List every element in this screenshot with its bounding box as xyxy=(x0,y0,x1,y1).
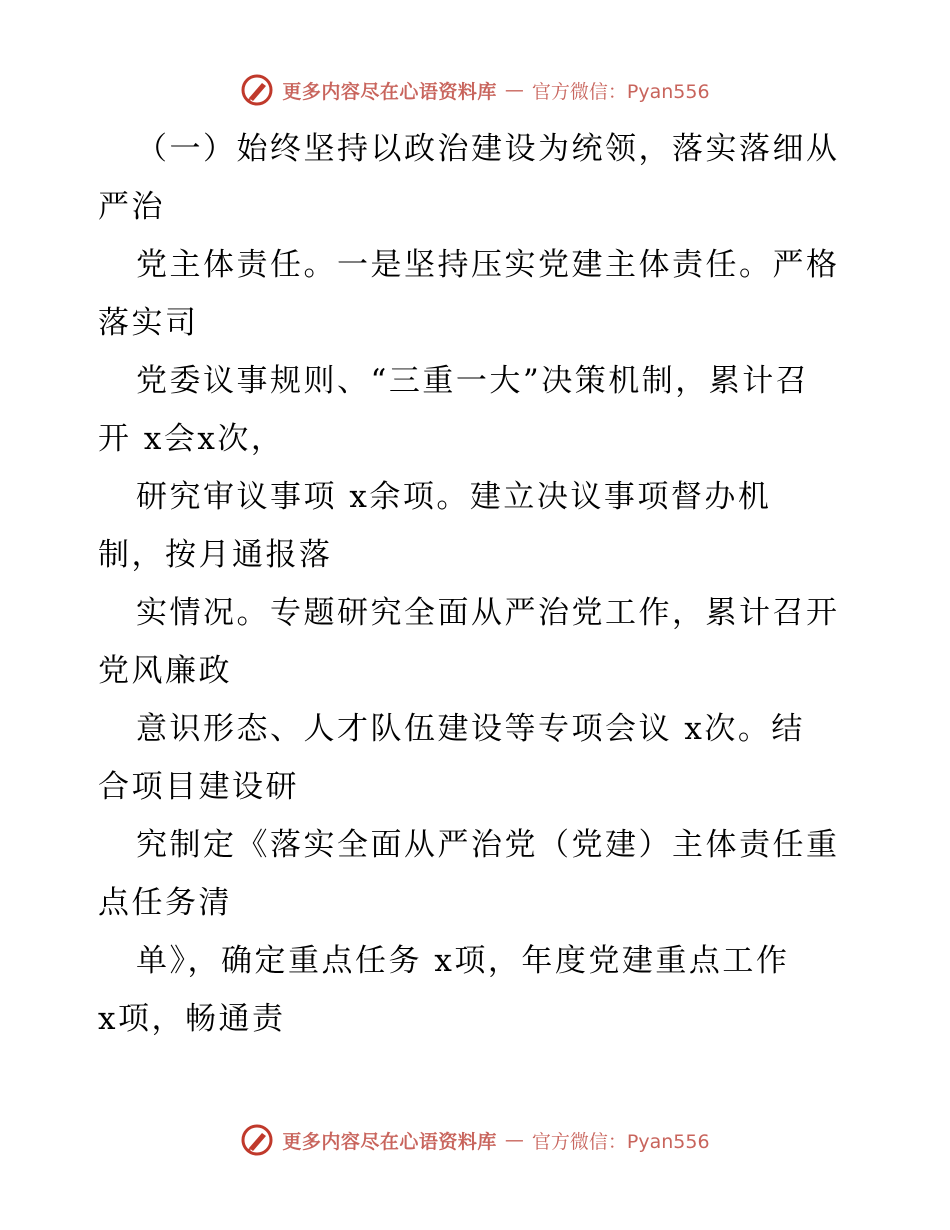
paragraph-line: 党风廉政 xyxy=(98,653,232,689)
watermark-separator: — xyxy=(504,79,524,101)
document-body xyxy=(98,120,858,1048)
paragraph-8 xyxy=(98,932,858,1048)
paragraph-2 xyxy=(98,236,858,352)
paragraph-line: 党委议事规则、“三重一大”决策机制，累计召 xyxy=(136,363,810,399)
watermark-wechat: 官方微信：Pyan556 xyxy=(531,80,710,103)
paragraph-line: 单》，确定重点任务 x项，年度党建重点工作 xyxy=(136,943,790,979)
paragraph-7 xyxy=(98,816,858,932)
paragraph-1 xyxy=(98,120,858,236)
paragraph-line: 意识形态、人才队伍建设等专项会议 x次。结 xyxy=(136,711,805,747)
paragraph-line: x项，畅通责 xyxy=(98,1001,286,1037)
paragraph-line: （一）始终坚持以政治建设为统领，落实落细从 xyxy=(136,131,840,167)
paragraph-4 xyxy=(98,468,858,584)
paragraph-line: 究制定《落实全面从严治党（党建）主体责任重 xyxy=(136,827,840,863)
watermark-separator: — xyxy=(504,1129,524,1151)
paragraph-line: 党主体责任。一是坚持压实党建主体责任。严格 xyxy=(136,247,840,283)
paragraph-3 xyxy=(98,352,858,468)
pen-logo-icon xyxy=(240,1123,274,1157)
paragraph-line: 实情况。专题研究全面从严治党工作，累计召开 xyxy=(136,595,840,631)
paragraph-line: 研究审议事项 x余项。建立决议事项督办机 xyxy=(136,479,772,515)
watermark-brand: 更多内容尽在心语资料库 xyxy=(282,1130,497,1153)
watermark-brand: 更多内容尽在心语资料库 xyxy=(282,80,497,103)
paragraph-line: 落实司 xyxy=(98,305,199,341)
paragraph-5 xyxy=(98,584,858,700)
paragraph-line: 合项目建设研 xyxy=(98,769,299,805)
paragraph-6 xyxy=(98,700,858,816)
paragraph-line: 制，按月通报落 xyxy=(98,537,333,573)
paragraph-line: 开 x会x次， xyxy=(98,421,285,457)
paragraph-line: 点任务清 xyxy=(98,885,232,921)
paragraph-line: 严治 xyxy=(98,189,165,225)
watermark-footer xyxy=(0,1120,950,1160)
watermark-header xyxy=(0,70,950,110)
pen-logo-icon xyxy=(240,73,274,107)
watermark-wechat: 官方微信：Pyan556 xyxy=(531,1130,710,1153)
